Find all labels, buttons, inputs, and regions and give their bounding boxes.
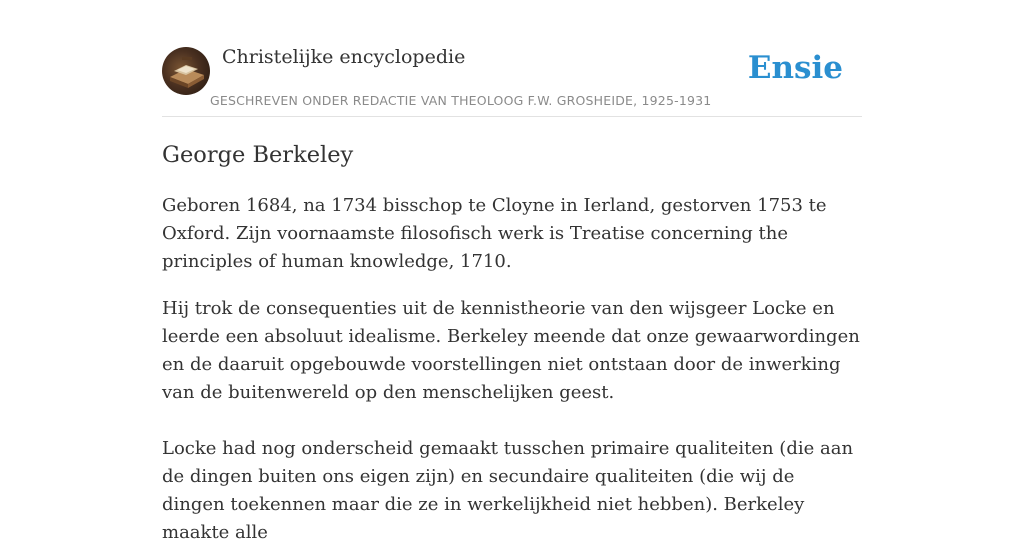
article-paragraph: Locke had nog onderscheid gemaakt tusschen primaire qualiteiten (die aan de dingen buiten ons eigen zijn) en secundaire qualiteiten (die wij de dingen toekennen maar die ze in werkelijkheid niet hebben). Berkeley maakte alle xyxy=(162,438,854,543)
article-paragraph: Hij trok de consequenties uit de kennistheorie van den wijsgeer Locke en leerde een absoluut idealisme. Berkeley meende dat onze gewaarwordingen en de daaruit opgebouwde voorstellingen niet ontstaan door de inwerking van de buitenwereld op den menschelijken geest. xyxy=(162,298,860,403)
article-paragraph: Geboren 1684, na 1734 bisschop te Cloyne in Ierland, gestorven 1753 te Oxford. Zijn voornaamste filosofisch werk is Treatise concerning the principles of human knowledge, 1710. xyxy=(162,195,827,272)
article xyxy=(162,140,862,547)
site-title[interactable]: Christelijke encyclopedie xyxy=(222,46,466,68)
site-header xyxy=(162,46,862,117)
brand-logo[interactable]: Ensie xyxy=(747,50,843,86)
site-subtitle: GESCHREVEN ONDER REDACTIE VAN THEOLOOG F.W. GROSHEIDE, 1925-1931 xyxy=(210,93,712,108)
book-photo-icon[interactable] xyxy=(162,47,210,95)
article-title: George Berkeley xyxy=(162,142,354,168)
